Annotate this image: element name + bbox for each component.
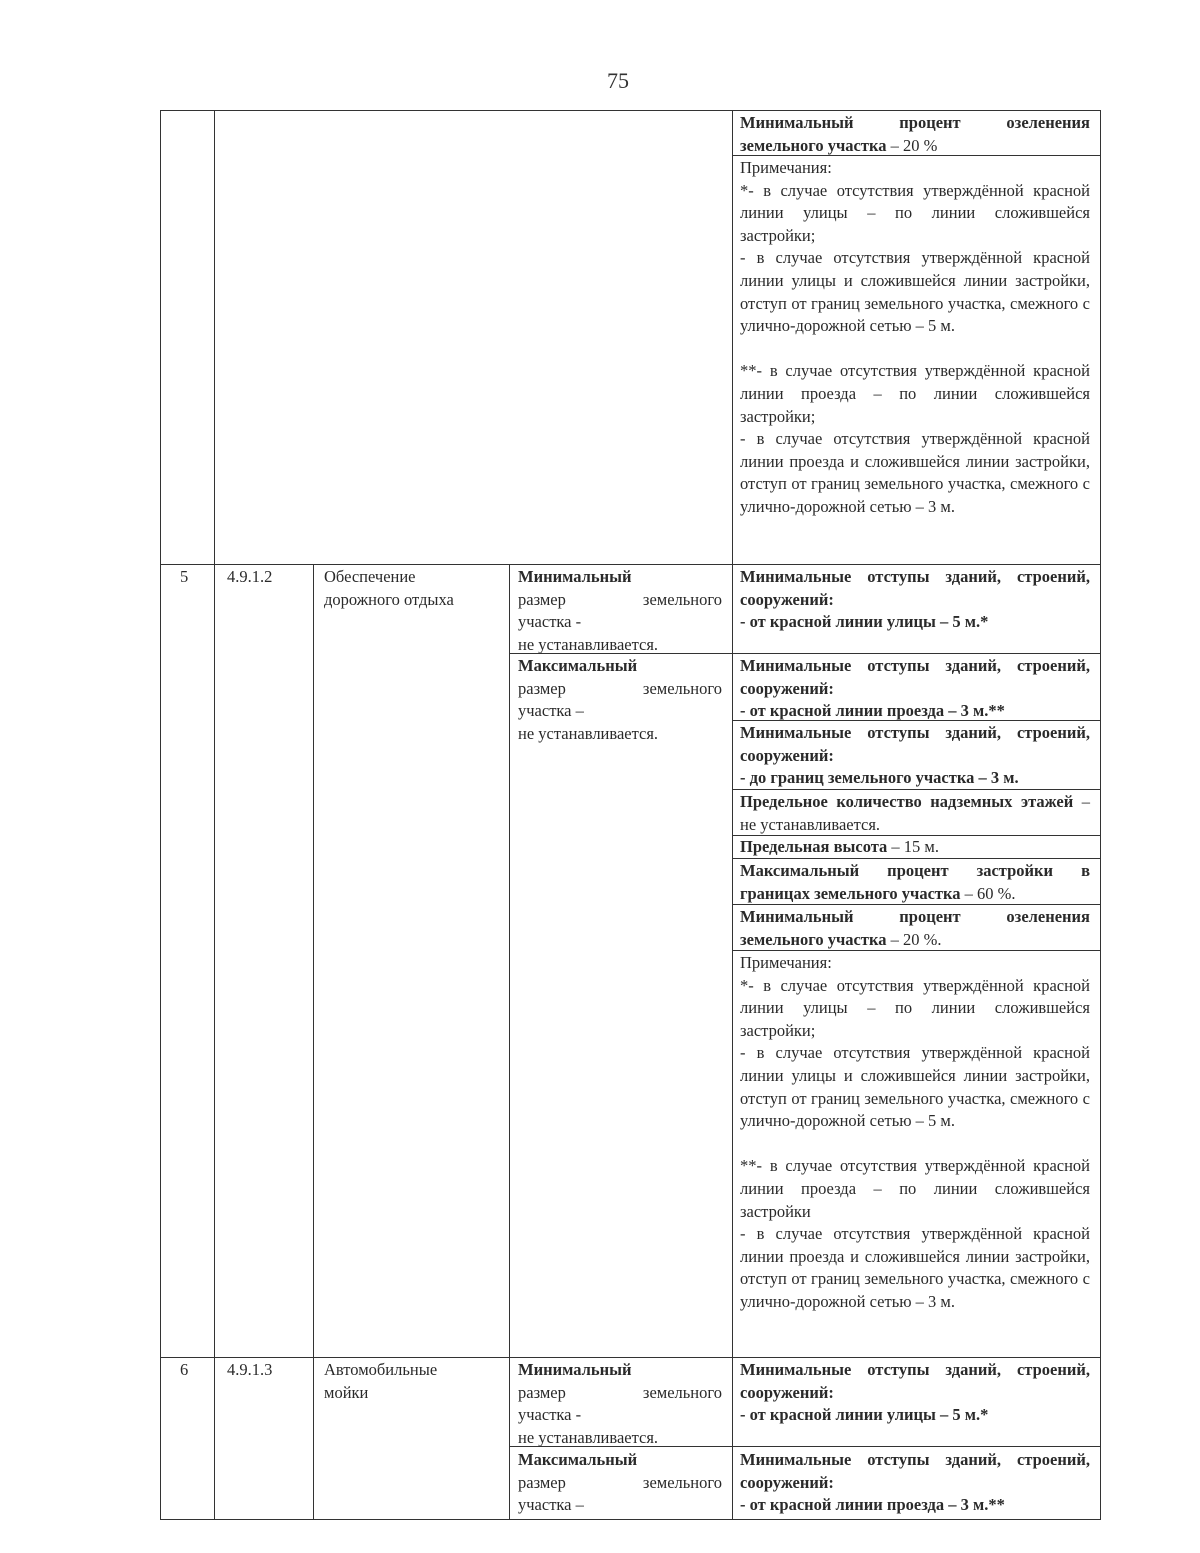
floors-value: – не устанавливается. bbox=[740, 792, 1090, 834]
setback-heading: Минимальные отступы зданий, строений, сооружений: bbox=[740, 1450, 1090, 1492]
min-greening-value: – 20 % bbox=[886, 135, 938, 155]
table-border-right bbox=[1100, 110, 1101, 1520]
setback-heading: Минимальные отступы зданий, строений, сооружений: bbox=[740, 567, 1090, 609]
floors-label: Предельное количество надземных этажей bbox=[740, 792, 1074, 811]
height-label: Предельная высота bbox=[740, 837, 888, 856]
activity-name-line: Обеспечение bbox=[324, 567, 416, 586]
note-paragraph: **- в случае отсутствия утверждённой красной линии проезда – по линии сложившейся застройки bbox=[740, 1156, 1090, 1221]
activity-name bbox=[324, 566, 504, 611]
max-plot-size-line: участка – bbox=[518, 1495, 584, 1515]
activity-name-line: мойки bbox=[324, 1382, 369, 1402]
activity-code: 4.9.1.2 bbox=[227, 567, 273, 586]
activity-code: 4.9.1.3 bbox=[227, 1360, 273, 1379]
setback-heading: Минимальные отступы зданий, строений, сооружений: bbox=[740, 1360, 1090, 1402]
table-border-bottom bbox=[160, 1519, 1101, 1520]
activity-name bbox=[324, 1359, 504, 1404]
greening-value: – 20 %. bbox=[886, 929, 942, 949]
setback-value: - от красной линии улицы – 5 м.* bbox=[740, 612, 989, 632]
setback-value: - от красной линии проезда – 3 м.** bbox=[740, 1495, 1005, 1515]
greening-label: Минимальный процент озеленения земельного участка bbox=[740, 907, 1090, 949]
row6-top-border bbox=[160, 1357, 1101, 1358]
table-border-left bbox=[160, 110, 161, 1520]
min-plot-size-line: участка - bbox=[518, 612, 582, 632]
note-paragraph: - в случае отсутствия утверждённой красной линии улицы и сложившейся линии застройки, отступ от границ земельного участка, смежного с улично-дорожной сетью – 5 м. bbox=[740, 1043, 1090, 1131]
note-spacer bbox=[740, 1133, 1090, 1156]
notes-heading: Примечания: bbox=[740, 953, 832, 972]
min-plot-size-line: размер земельного bbox=[518, 589, 722, 609]
activity-name-line: дорожного отдыха bbox=[324, 589, 454, 609]
setback-heading: Минимальные отступы зданий, строений, сооружений: bbox=[740, 723, 1090, 765]
setback-boundary-cell bbox=[740, 722, 1090, 790]
col-separator-1 bbox=[214, 110, 215, 1520]
min-plot-size-title: Минимальный bbox=[518, 1360, 632, 1379]
min-plot-size-line: размер земельного bbox=[518, 1382, 722, 1402]
notes-heading: Примечания: bbox=[740, 158, 832, 177]
notes-cell bbox=[740, 952, 1090, 1314]
note-spacer bbox=[740, 338, 1090, 361]
max-plot-size-title: Максимальный bbox=[518, 656, 638, 675]
coverage-label: Максимальный процент застройки в границах земельного участка bbox=[740, 861, 1090, 903]
greening-cell bbox=[740, 906, 1090, 951]
max-plot-size-value: не устанавливается. bbox=[518, 723, 659, 743]
min-plot-size-value: не устанавливается. bbox=[518, 634, 659, 654]
max-plot-size-cell bbox=[518, 1449, 722, 1517]
col-separator-3 bbox=[509, 564, 510, 1520]
notes-cell bbox=[740, 157, 1090, 519]
height-value: – 15 м. bbox=[887, 837, 939, 856]
setback-passage-cell bbox=[740, 655, 1090, 723]
row-number: 6 bbox=[180, 1360, 189, 1379]
min-greening-cell bbox=[740, 112, 1090, 157]
page-number: 75 bbox=[607, 68, 629, 93]
col-separator-4 bbox=[732, 110, 733, 1520]
setback-value: - до границ земельного участка – 3 м. bbox=[740, 768, 1019, 788]
coverage-value: – 60 %. bbox=[960, 883, 1016, 903]
max-plot-size-line: размер земельного bbox=[518, 678, 722, 698]
setback-street-cell bbox=[740, 1359, 1090, 1427]
note-paragraph: **- в случае отсутствия утверждённой красной линии проезда – по линии сложившейся застройки; bbox=[740, 361, 1090, 426]
min-greening-label: Минимальный процент озеленения земельного участка bbox=[740, 113, 1090, 155]
note-paragraph: *- в случае отсутствия утверждённой красной линии улицы – по линии сложившейся застройки; bbox=[740, 975, 1090, 1040]
min-plot-size-cell bbox=[518, 1359, 722, 1449]
setback-value: - от красной линии проезда – 3 м.** bbox=[740, 701, 1005, 721]
max-plot-size-line: участка – bbox=[518, 701, 584, 721]
note-paragraph: *- в случае отсутствия утверждённой красной линии улицы – по линии сложившейся застройки; bbox=[740, 180, 1090, 245]
row5-top-border bbox=[160, 564, 1101, 565]
max-plot-size-line: размер земельного bbox=[518, 1472, 722, 1492]
min-plot-size-line: участка - bbox=[518, 1405, 582, 1425]
setback-passage-cell bbox=[740, 1449, 1090, 1517]
setback-value: - от красной линии улицы – 5 м.* bbox=[740, 1405, 989, 1425]
note-paragraph: - в случае отсутствия утверждённой красной линии проезда и сложившейся линии застройки, отступ от границ земельного участка, смежного с улично-дорожной сетью – 3 м. bbox=[740, 429, 1090, 516]
table-border-top bbox=[160, 110, 1101, 111]
max-plot-size-title: Максимальный bbox=[518, 1450, 638, 1469]
min-plot-size-value: не устанавливается. bbox=[518, 1427, 659, 1447]
height-cell bbox=[740, 836, 1090, 859]
min-plot-size-cell bbox=[518, 566, 722, 656]
row-number: 5 bbox=[180, 567, 189, 586]
coverage-cell bbox=[740, 860, 1090, 905]
note-paragraph: - в случае отсутствия утверждённой красной линии улицы и сложившейся линии застройки, отступ от границ земельного участка, смежного с улично-дорожной сетью – 5 м. bbox=[740, 248, 1090, 336]
note-paragraph: - в случае отсутствия утверждённой красной линии проезда и сложившейся линии застройки, отступ от границ земельного участка, смежного с улично-дорожной сетью – 3 м. bbox=[740, 1224, 1090, 1311]
floors-cell bbox=[740, 791, 1090, 836]
col-separator-2 bbox=[313, 564, 314, 1520]
min-plot-size-title: Минимальный bbox=[518, 567, 632, 586]
setback-heading: Минимальные отступы зданий, строений, сооружений: bbox=[740, 656, 1090, 698]
max-plot-size-cell bbox=[518, 655, 722, 745]
setback-street-cell bbox=[740, 566, 1090, 634]
activity-name-line: Автомобильные bbox=[324, 1360, 438, 1379]
